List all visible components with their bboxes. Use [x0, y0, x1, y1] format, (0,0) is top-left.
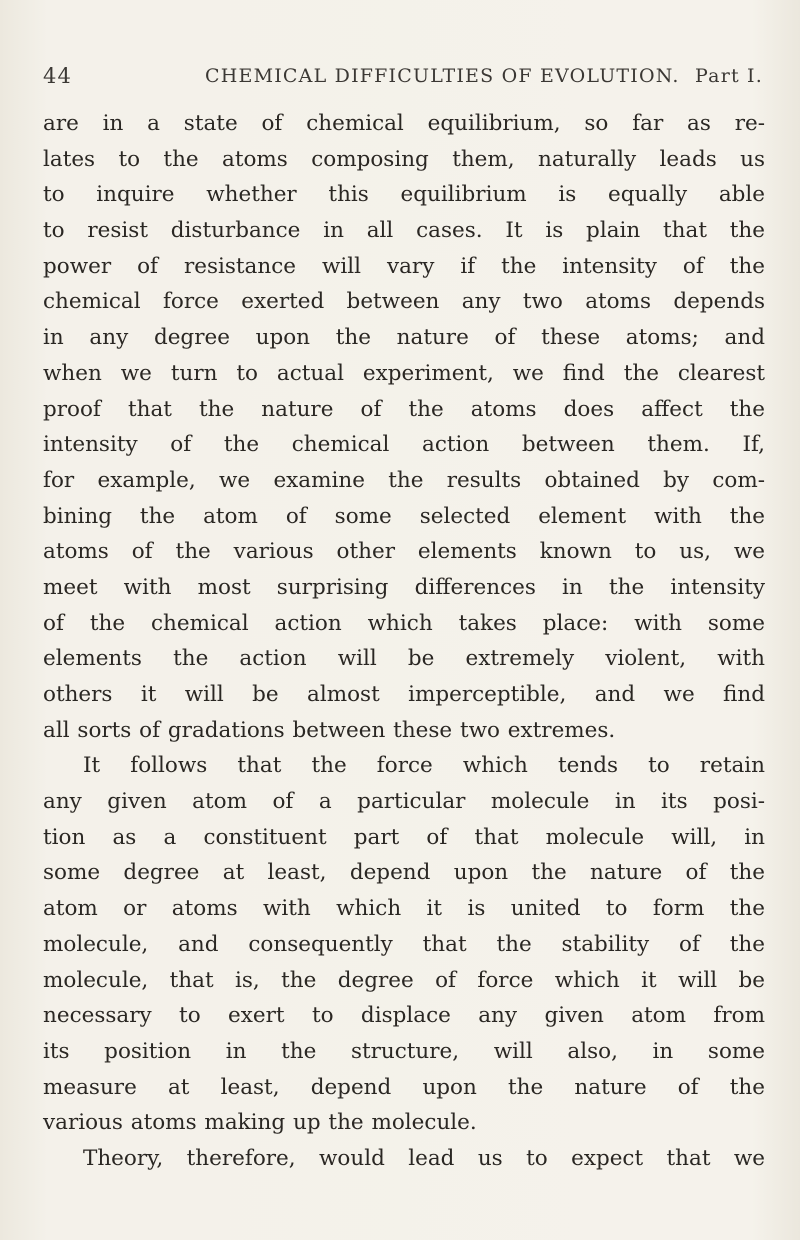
body-text — [43, 106, 765, 1177]
text-line: its position in the structure, will also, in some — [43, 1038, 765, 1064]
text-line: meet with most surprising differences in the intensity — [43, 574, 765, 600]
text-line: when we turn to actual experiment, we find the clearest — [43, 360, 765, 386]
text-line: chemical force exerted between any two atoms depends — [43, 289, 765, 315]
text-line: atoms of the various other elements known to us, we — [43, 539, 765, 565]
text-line: It follows that the force which tends to retain — [83, 753, 765, 779]
text-line: lates to the atoms composing them, naturally leads us — [43, 146, 765, 172]
text-line: in any degree upon the nature of these atoms; and — [43, 325, 765, 351]
text-line: others it will be almost imperceptible, and we find — [43, 682, 765, 707]
text-line: Theory, therefore, would lead us to expect that we — [83, 1145, 765, 1171]
text-line: tion as a constituent part of that molecule will, in — [43, 824, 765, 850]
running-title: CHEMICAL DIFFICULTIES OF EVOLUTION. — [205, 65, 680, 87]
text-line: to resist disturbance in all cases. It is plain that the — [43, 218, 765, 244]
text-line: measure at least, depend upon the nature of the — [43, 1074, 765, 1100]
text-line: molecule, and consequently that the stability of the — [43, 931, 765, 957]
text-line: proof that the nature of the atoms does affect the — [43, 396, 765, 422]
text-line: necessary to exert to displace any given atom from — [43, 1003, 765, 1029]
part-label: Part I. — [695, 65, 763, 87]
text-line: intensity of the chemical action between them. If, — [43, 432, 765, 458]
running-header — [43, 64, 763, 100]
page-number: 44 — [43, 64, 73, 88]
text-line: all sorts of gradations between these two extremes. — [43, 717, 616, 743]
text-line: are in a state of chemical equilibrium, so far as re- — [43, 111, 765, 136]
text-line: elements the action will be extremely violent, with — [43, 646, 765, 672]
text-line: any given atom of a particular molecule in its posi- — [43, 789, 765, 815]
text-line: some degree at least, depend upon the nature of the — [43, 860, 765, 886]
text-line: atom or atoms with which it is united to form the — [43, 896, 765, 922]
text-line: various atoms making up the molecule. — [43, 1110, 477, 1136]
text-line: molecule, that is, the degree of force which it will be — [43, 967, 765, 993]
text-line: bining the atom of some selected element with the — [43, 503, 765, 529]
text-line: to inquire whether this equilibrium is equally able — [43, 182, 765, 208]
text-line: for example, we examine the results obtained by com- — [43, 467, 765, 493]
text-line: of the chemical action which takes place: with some — [43, 610, 765, 636]
text-line: power of resistance will vary if the intensity of the — [43, 253, 765, 279]
